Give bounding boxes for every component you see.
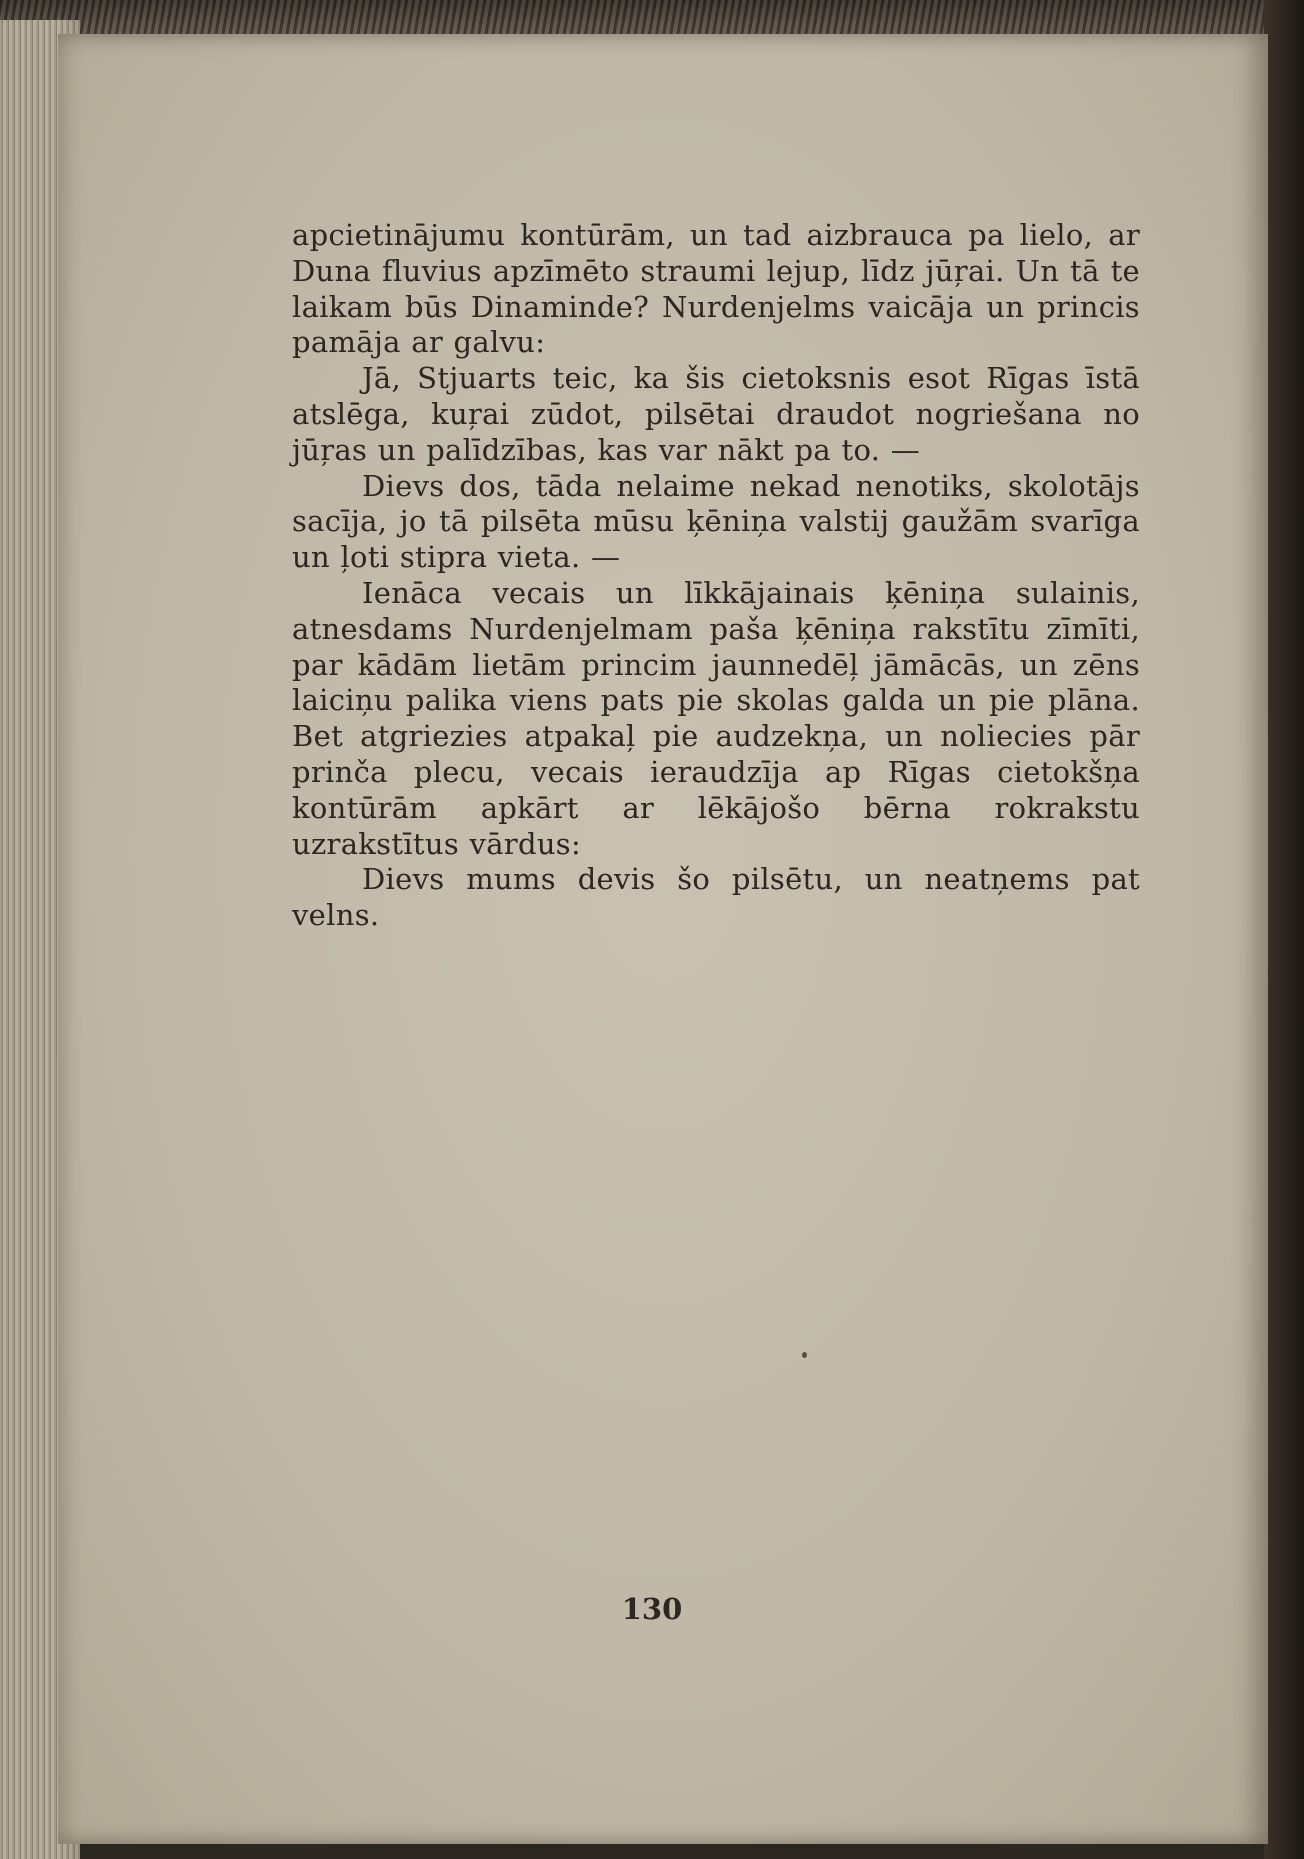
- paragraph-1: apcietinājumu kontūrām, un tad aizbrauca pa lielo, ar Duna fluvius apzīmēto straumi lejup, līdz jūŗai. Un tā te laikam būs Dinaminde? Nurdenjelms vaicāja un princis pamāja ar galvu:: [292, 218, 1140, 360]
- page-number: 130: [621, 1592, 683, 1626]
- paragraph-4: Ienāca vecais un līkkājainais ķēniņa sulainis, atnesdams Nurdenjelmam paša ķēniņa rakstītu zīmīti, par kādām lietām princim jaunnedēļ jāmācās, un zēns laiciņu palika viens pats pie skolas galda un pie plāna. Bet atgriezies atpakaļ pie audzekņa, un noliecies pār prinča plecu, vecais ieraudzīja ap Rīgas cietokšņa kontūrām apkārt ar lēkājošo bērna rokrakstu uzrakstītus vārdus:: [292, 575, 1140, 861]
- paragraph-3: Dievs dos, tāda nelaime nekad nenotiks, skolotājs sacīja, jo tā pilsēta mūsu ķēniņa valstij gaužām svarīga un ļoti stipra vieta. —: [292, 468, 1140, 575]
- paper-speck: [802, 1352, 807, 1358]
- book-cover-edge: [1264, 0, 1304, 1859]
- paragraph-2: Jā, Stjuarts teic, ka šis cietoksnis esot Rīgas īstā atslēga, kuŗai zūdot, pilsētai draudot nogriešana no jūŗas un palīdzības, kas var nākt pa to. —: [292, 361, 1140, 467]
- paragraph-5: Dievs mums devis šo pilsētu, un neatņems pat velns.: [292, 862, 1140, 933]
- body-text: [292, 218, 1140, 934]
